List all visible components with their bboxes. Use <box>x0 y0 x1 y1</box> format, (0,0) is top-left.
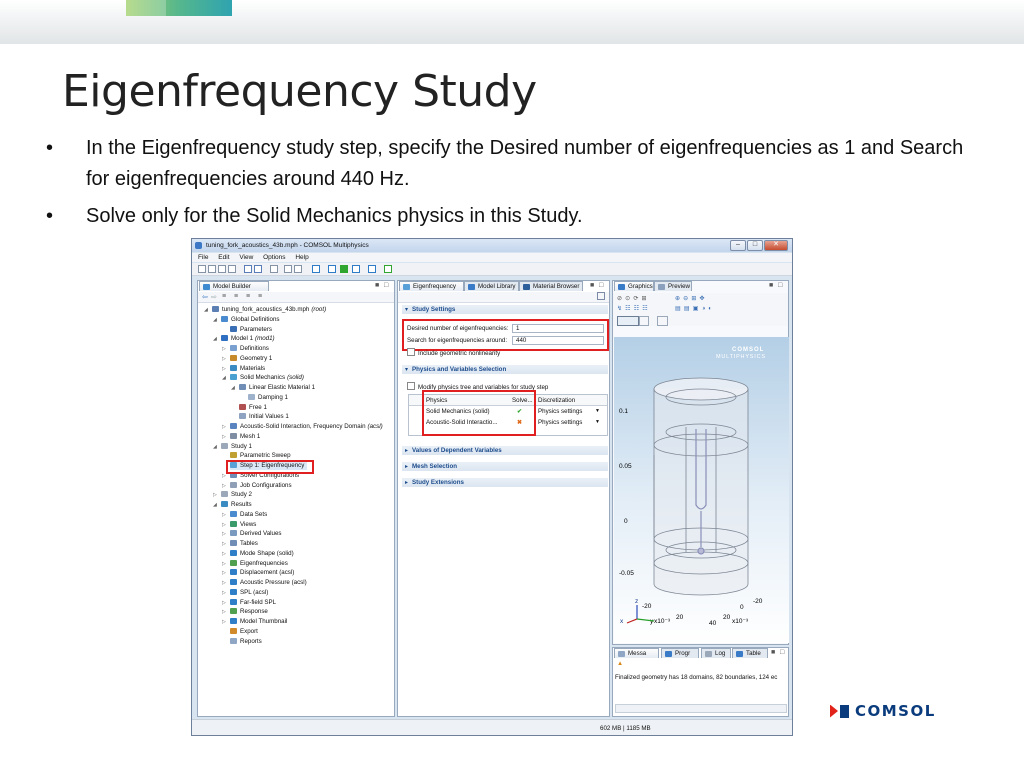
geometry-icon <box>230 355 237 361</box>
material-browser-tab-icon <box>523 284 530 290</box>
memory-status: 602 MB | 1185 MB <box>600 725 651 732</box>
study-toolbar-icon[interactable] <box>352 265 360 273</box>
minimize-messages-icon[interactable]: ■ <box>771 649 776 656</box>
axis-tick: -20 <box>642 603 652 610</box>
save-icon[interactable] <box>218 265 226 273</box>
menu-edit[interactable]: Edit <box>218 254 230 261</box>
tree-item-label: Derived Values <box>240 530 282 538</box>
tab-messages-label: Messa <box>628 650 647 657</box>
forward-arrow-icon[interactable]: ⇨ <box>211 294 217 301</box>
tree-item[interactable] <box>239 413 289 421</box>
desired-eigenfrequencies-input[interactable]: 1 <box>512 324 604 333</box>
tree-item[interactable] <box>222 598 277 607</box>
tree-item-suffix: (solid) <box>287 374 304 382</box>
model-builder-toolbar <box>198 292 394 303</box>
solid-mechanics-icon <box>230 374 237 380</box>
axis-exponent: x10⁻³ <box>732 618 749 625</box>
tree-item-label: Displacement (acsl) <box>240 569 295 577</box>
logo-navy-mark <box>840 705 849 718</box>
expanded-arrow-icon[interactable]: ◢ <box>204 307 208 313</box>
plot-icon <box>230 550 237 556</box>
tab-graphics-label: Graphics <box>628 283 653 290</box>
eigenfrequency-step-highlight <box>226 460 314 474</box>
messages-panel <box>612 647 789 717</box>
collapsed-arrow-icon[interactable]: ▷ <box>222 472 226 479</box>
tree-item[interactable] <box>222 579 307 587</box>
tree-item-label: Job Configurations <box>240 481 292 489</box>
collapsed-arrow-icon[interactable]: ▷ <box>222 355 226 362</box>
collapsed-arrow-icon[interactable]: ▷ <box>222 589 226 596</box>
tree-item[interactable] <box>222 354 273 363</box>
modify-physics-label: Modify physics tree and variables for study step <box>418 384 549 391</box>
tree-item[interactable] <box>222 364 266 373</box>
tree-item-label: Mode Shape (solid) <box>240 549 294 557</box>
graphics-tab-icon <box>618 284 625 290</box>
collapsed-arrow-icon[interactable]: ▷ <box>222 511 226 518</box>
collapsed-arrow-icon[interactable]: ▷ <box>222 433 226 440</box>
tree-item[interactable] <box>222 618 288 626</box>
pi-icon <box>230 326 237 332</box>
tree-item[interactable] <box>231 384 316 392</box>
views-icon <box>230 521 237 527</box>
window-titlebar <box>192 239 792 252</box>
tree-item[interactable] <box>222 510 268 519</box>
camera-icon[interactable] <box>657 316 668 326</box>
watermark-multiphysics: MULTIPHYSICS <box>716 354 766 360</box>
tree-item[interactable] <box>239 404 267 412</box>
solve-check-icon[interactable]: ✔ <box>517 408 523 415</box>
model-library-tab-icon <box>468 284 475 290</box>
damping-icon <box>248 394 255 400</box>
tree-item[interactable] <box>213 491 252 499</box>
tree-item[interactable] <box>222 588 269 597</box>
collapsed-arrow-icon[interactable]: ▷ <box>222 560 226 567</box>
axis-tick: 40 <box>709 620 717 627</box>
tab-model-builder-label: Model Builder <box>213 283 251 290</box>
bullet-item-1: • In the Eigenfrequency study step, specify the Desired number of eigenfrequencies as 1 and Search for eigenfrequencies around 440 Hz. <box>46 133 966 195</box>
tree-item-label: Materials <box>240 364 266 372</box>
tree-item-label: Far-field SPL <box>240 598 277 606</box>
geometric-nonlinearity-checkbox[interactable] <box>407 348 500 358</box>
tree-item-label: Parametric Sweep <box>240 452 291 460</box>
tab-messages[interactable] <box>614 648 659 658</box>
tree-item-label: Solid Mechanics <box>240 374 286 382</box>
collapsed-arrow-icon[interactable]: ▷ <box>222 609 226 616</box>
collapse-all-icon[interactable]: ≡ <box>234 293 239 300</box>
axis-tick: 20 <box>676 614 684 621</box>
tree-item-label: Reports <box>240 637 262 645</box>
print-icon[interactable] <box>228 265 236 273</box>
tree-item[interactable] <box>204 306 327 314</box>
acoustics-icon <box>230 423 237 429</box>
axis-exponent: x10⁻³ <box>654 618 671 625</box>
tree-item-label: Solver Configurations <box>240 471 300 479</box>
message-text: Finalized geometry has 18 domains, 82 boundaries, 124 ec <box>615 674 778 681</box>
model-builder-panel <box>197 280 395 717</box>
tab-preview-label: Preview <box>668 283 691 290</box>
comsol-logo <box>830 703 936 719</box>
tree-item-suffix: (root) <box>311 306 327 313</box>
tree-item-label: Linear Elastic Material 1 <box>249 384 316 391</box>
axis-label-z: z <box>635 598 639 605</box>
tree-item-label: Mesh 1 <box>240 432 261 440</box>
maximize-button[interactable]: □ <box>747 240 763 251</box>
plot-icon <box>230 579 237 585</box>
nonlinearity-label: Include geometric nonlinearity <box>418 350 501 357</box>
settings-toolbar <box>398 292 609 303</box>
job-icon <box>230 482 237 488</box>
tree-item-label: Step 1: Eigenfrequency <box>240 462 305 469</box>
header-logo-stripe <box>126 0 232 16</box>
tree-item-label: Response <box>240 608 268 616</box>
minimize-settings-icon[interactable]: ■ <box>590 282 595 289</box>
mesh-icon <box>230 433 237 439</box>
tree-item[interactable] <box>222 559 288 568</box>
collapsed-arrow-icon[interactable]: ▷ <box>222 346 226 352</box>
messages-scrollbar[interactable] <box>615 704 787 713</box>
tree-item-suffix: (mod1) <box>255 335 275 343</box>
plot-icon <box>230 569 237 575</box>
col-physics: Physics <box>426 397 448 404</box>
tree-item-label: Damping 1 <box>258 393 288 401</box>
tab-progress-label: Progr <box>675 650 691 657</box>
axis-tick: -20 <box>753 598 763 605</box>
tree-item[interactable] <box>222 481 292 490</box>
tab-material-browser[interactable] <box>519 281 583 291</box>
datasets-icon <box>230 511 237 517</box>
tree-item-label: Initial Values 1 <box>249 413 289 421</box>
tab-material-browser-label: Material Browser <box>533 283 580 290</box>
dropdown-arrow-icon[interactable]: ▼ <box>595 419 600 425</box>
bullet-item-2: • Solve only for the Solid Mechanics physics in this Study. <box>46 201 966 232</box>
discretization-select[interactable]: Physics settings <box>538 408 583 415</box>
tab-eigenfrequency[interactable] <box>399 281 464 291</box>
app-icon <box>195 242 202 249</box>
model-icon <box>221 335 228 341</box>
tree-item[interactable] <box>213 442 252 451</box>
back-arrow-icon[interactable]: ⇦ <box>202 294 208 301</box>
collapsed-arrow-icon[interactable]: ▷ <box>222 550 226 557</box>
tree-item[interactable] <box>230 326 272 334</box>
axis-tick: 20 <box>723 614 731 621</box>
dependent-variables-header[interactable]: ▸ Values of Dependent Variables <box>402 446 608 455</box>
search-eigenfrequencies-input[interactable]: 440 <box>512 336 604 345</box>
tree-item[interactable] <box>230 628 258 636</box>
clear-icon[interactable]: ▲ <box>617 660 624 667</box>
minimize-graphics-icon[interactable]: ■ <box>769 282 774 289</box>
study-icon <box>221 491 228 497</box>
expanded-arrow-icon[interactable]: ◢ <box>213 443 217 450</box>
tree-item-label: SPL (acsl) <box>240 588 269 596</box>
export-icon <box>230 628 237 634</box>
search-eigenfrequencies-label: Search for eigenfrequencies around: <box>407 337 508 344</box>
definitions-icon <box>230 345 237 351</box>
minimize-button[interactable]: – <box>730 240 746 251</box>
tree-item[interactable] <box>213 315 280 324</box>
open-file-icon[interactable] <box>208 265 216 273</box>
tree-item[interactable] <box>230 638 262 646</box>
physics-name: Acoustic-Solid Interactio... <box>426 419 498 426</box>
tree-item[interactable] <box>213 335 275 343</box>
model-geometry <box>614 337 789 643</box>
expanded-arrow-icon[interactable]: ◢ <box>213 502 217 508</box>
undo-icon[interactable] <box>244 265 252 273</box>
tab-eigenfrequency-label: Eigenfrequency <box>413 283 456 290</box>
tab-log-label: Log <box>715 650 726 657</box>
derived-values-icon <box>230 530 237 536</box>
tree-item[interactable] <box>222 540 258 548</box>
help-icon[interactable] <box>284 265 292 273</box>
solve-cross-icon[interactable]: ✖ <box>517 419 523 426</box>
expanded-arrow-icon[interactable]: ◢ <box>213 316 217 323</box>
outer-cylinder <box>654 389 748 595</box>
render-tools-icon[interactable]: ▤▤▣◑◐ <box>675 305 716 312</box>
tree-item[interactable] <box>222 432 261 441</box>
tab-model-library-label: Model Library <box>478 283 516 290</box>
tree-item[interactable] <box>222 423 383 431</box>
axis-views-icon[interactable]: ↯☷☷☷ <box>617 305 651 312</box>
tree-item[interactable] <box>222 345 269 353</box>
collapsed-arrow-icon[interactable]: ▷ <box>222 599 226 606</box>
z-tick-4: -0.05 <box>619 570 634 577</box>
collapsed-arrow-icon[interactable]: ▷ <box>222 521 226 528</box>
collapsed-arrow-icon[interactable]: ▷ <box>222 365 226 372</box>
tree-item[interactable] <box>222 374 304 382</box>
collapsed-arrow-icon[interactable]: ▷ <box>222 424 226 430</box>
collapsed-arrow-icon[interactable]: ▷ <box>222 541 226 547</box>
zoom-tools-icon[interactable]: ⊕⊖⊞✥ <box>675 295 708 302</box>
tab-graphics[interactable] <box>614 281 654 291</box>
response-icon <box>230 608 237 614</box>
axis-label-y: y <box>650 618 654 625</box>
logo-text: COMSOL <box>855 702 936 720</box>
model-builder-icon <box>203 284 210 290</box>
maximize-settings-icon[interactable]: □ <box>599 282 604 289</box>
maximize-panel-icon[interactable]: □ <box>384 282 389 289</box>
tree-item-label: Views <box>240 520 257 528</box>
menu-file[interactable]: File <box>198 254 209 261</box>
tree-item-label: Export <box>240 627 258 635</box>
tree-item[interactable] <box>222 549 294 558</box>
build-icon[interactable] <box>312 265 320 273</box>
tab-model-builder[interactable] <box>199 281 269 291</box>
study-settings-header[interactable]: ▾ Study Settings <box>402 305 608 314</box>
tree-item[interactable] <box>248 394 288 402</box>
menu-options[interactable]: Options <box>263 254 286 261</box>
tree-item-label: Results <box>231 501 252 508</box>
messages-tab-icon <box>618 651 625 657</box>
graphics-toolbar <box>613 293 789 326</box>
materials-icon <box>230 365 237 371</box>
tree-item-label: Model 1 <box>231 335 254 343</box>
tree-item-label: Global Definitions <box>231 315 280 323</box>
plot-icon <box>230 589 237 595</box>
study-extensions-header[interactable]: ▸ Study Extensions <box>402 478 608 487</box>
collapsed-arrow-icon[interactable]: ▷ <box>222 531 226 538</box>
results-icon <box>221 501 228 507</box>
menu-bar <box>192 253 792 262</box>
main-toolbar <box>192 263 792 276</box>
graphics-viewport[interactable] <box>614 337 789 643</box>
tree-item-label: Tables <box>240 540 258 547</box>
col-discretization: Discretization <box>538 397 576 404</box>
study-icon <box>221 443 228 449</box>
compute-study-icon[interactable] <box>597 292 605 300</box>
tree-item[interactable] <box>213 501 252 509</box>
tree-item-label: Model Thumbnail <box>240 618 288 625</box>
tree-item[interactable] <box>222 608 268 616</box>
file-icon <box>212 306 219 312</box>
model-library-icon[interactable] <box>294 265 302 273</box>
expanded-arrow-icon[interactable]: ◢ <box>231 385 235 391</box>
tab-log[interactable] <box>701 648 731 658</box>
tree-item-label: Eigenfrequencies <box>240 559 288 567</box>
expanded-arrow-icon[interactable]: ◢ <box>222 375 226 382</box>
tab-progress[interactable] <box>661 648 699 658</box>
log-tab-icon <box>705 651 712 657</box>
globe-icon <box>221 316 228 322</box>
tab-table-label: Table <box>746 650 761 657</box>
collapsed-arrow-icon[interactable]: ▷ <box>222 580 226 586</box>
bullet-list <box>46 133 966 238</box>
results-toolbar-icon[interactable] <box>368 265 376 273</box>
maximize-messages-icon[interactable]: □ <box>780 649 785 656</box>
status-bar <box>192 719 792 736</box>
collapsed-arrow-icon[interactable]: ▷ <box>222 619 226 625</box>
mesh-selection-header[interactable]: ▸ Mesh Selection <box>402 462 608 471</box>
table-tab-icon <box>736 651 743 657</box>
physics-toolbar-icon[interactable] <box>328 265 336 273</box>
expanded-arrow-icon[interactable]: ◢ <box>213 336 217 343</box>
col-solve: Solve... <box>512 397 533 404</box>
physics-name: Solid Mechanics (solid) <box>426 408 490 415</box>
z-tick-3: 0 <box>624 518 628 525</box>
eigenfrequencies-icon <box>230 560 237 566</box>
tree-item-label: Study 1 <box>231 442 252 450</box>
expand-all-icon[interactable]: ≡ <box>246 293 251 300</box>
collapsed-arrow-icon[interactable]: ▷ <box>213 492 217 499</box>
minimize-panel-icon[interactable]: ■ <box>375 282 380 289</box>
axis-triad-icon <box>622 599 662 629</box>
maximize-graphics-icon[interactable]: □ <box>778 282 783 289</box>
slide-title: Eigenfrequency Study <box>62 66 537 117</box>
compute-icon[interactable] <box>340 265 348 273</box>
initial-values-icon <box>239 413 246 419</box>
tree-item[interactable] <box>222 569 295 577</box>
physics-selection-highlight <box>422 390 536 436</box>
axis-tick: 0 <box>740 604 744 611</box>
tree-item[interactable] <box>222 530 282 538</box>
tree-item-suffix: (acsl) <box>367 423 383 430</box>
reports-icon <box>230 638 237 644</box>
free-icon <box>239 404 246 410</box>
discretization-select[interactable]: Physics settings <box>538 419 583 426</box>
new-file-icon[interactable] <box>198 265 206 273</box>
modify-physics-check[interactable] <box>407 382 415 390</box>
axis-label-x: x <box>620 618 624 625</box>
select-mode-icon[interactable] <box>617 316 639 326</box>
redo-icon[interactable] <box>254 265 262 273</box>
menu-help[interactable]: Help <box>295 254 309 261</box>
window-title: tuning_fork_acoustics_43b.mph - COMSOL Multiphysics <box>206 242 369 249</box>
show-icon[interactable]: ≡ <box>222 293 227 300</box>
close-button[interactable]: ✕ <box>764 240 788 251</box>
tree-item-label: Acoustic-Solid Interaction, Frequency Domain <box>240 423 366 430</box>
view-tools-icon[interactable]: ⊘⊙⟳⊞ <box>617 295 650 302</box>
tree-item-label: Parameters <box>240 325 272 333</box>
desired-eigenfrequencies-label: Desired number of eigenfrequencies: <box>407 325 509 332</box>
tree-item-label: Geometry 1 <box>240 354 273 362</box>
settings-panel <box>397 280 610 717</box>
sweep-icon <box>230 452 237 458</box>
tab-table[interactable] <box>732 648 768 658</box>
menu-view[interactable]: View <box>239 254 254 261</box>
plot-icon <box>230 599 237 605</box>
nonlinearity-check[interactable] <box>407 348 415 356</box>
z-tick-2: 0.05 <box>619 463 632 470</box>
tree-item-label: Free 1 <box>249 403 267 411</box>
sort-icon[interactable]: ≡ <box>258 293 263 300</box>
tree-item-label: Definitions <box>240 345 269 352</box>
z-tick-1: 0.1 <box>619 408 629 415</box>
tab-preview[interactable] <box>654 281 692 291</box>
material-icon <box>239 384 246 390</box>
window-controls <box>730 240 788 251</box>
tree-item-label: Study 2 <box>231 491 252 499</box>
copy-icon[interactable] <box>270 265 278 273</box>
select-box-icon[interactable] <box>639 316 649 326</box>
logo-red-mark <box>830 705 838 718</box>
eigenfrequency-tab-icon <box>403 284 410 290</box>
add-plot-icon[interactable] <box>384 265 392 273</box>
tree-item-label: tuning_fork_acoustics_43b.mph <box>222 306 310 313</box>
tab-model-library[interactable] <box>464 281 519 291</box>
physics-selection-header[interactable]: ▾ Physics and Variables Selection <box>402 365 608 374</box>
tree-item-label: Acoustic Pressure (acsl) <box>240 579 307 586</box>
collapsed-arrow-icon[interactable]: ▷ <box>222 570 226 577</box>
collapsed-arrow-icon[interactable]: ▷ <box>222 482 226 489</box>
dropdown-arrow-icon[interactable]: ▼ <box>595 408 600 414</box>
tree-item[interactable] <box>222 520 257 529</box>
plot-icon <box>230 618 237 624</box>
tables-icon <box>230 540 237 546</box>
study-settings-highlight <box>402 319 609 351</box>
progress-tab-icon <box>665 651 672 657</box>
preview-tab-icon <box>658 284 665 290</box>
tree-item-label: Data Sets <box>240 510 268 518</box>
watermark-comsol: COMSOL <box>732 347 765 353</box>
